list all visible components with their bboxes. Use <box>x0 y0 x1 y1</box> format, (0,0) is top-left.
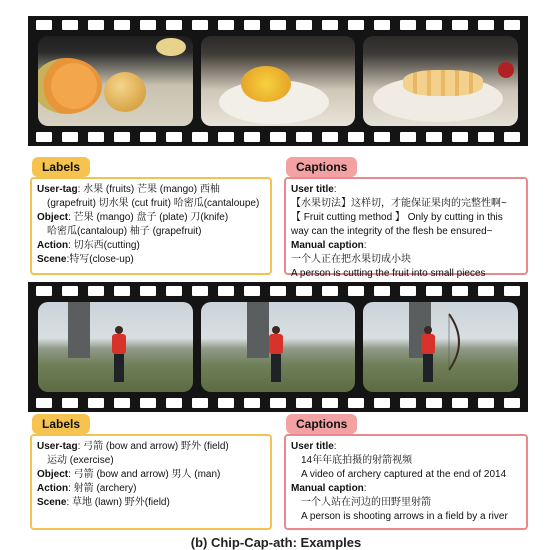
video-frame-1 <box>38 36 193 126</box>
caption-key: Manual caption <box>291 240 364 251</box>
caption-text: way can the integrity of the flesh be ensured~ <box>291 226 493 237</box>
video-frame-2 <box>201 302 356 392</box>
label-value: 哈密瓜(cantaloup) 柚子 (grapefruit) <box>47 226 202 237</box>
caption-text: 14年年底拍摄的射箭视频 <box>301 455 413 466</box>
sprocket-holes-bottom <box>36 398 520 408</box>
label-value: : 射箭 (archery) <box>68 483 137 494</box>
label-value: (grapefruit) 切水果 (cut fruit) 哈密瓜(cantaloupe) <box>47 198 260 209</box>
film-strip-archery <box>28 282 528 412</box>
bow-icon <box>441 312 471 372</box>
captions-heading: Captions <box>286 414 357 434</box>
archer-image <box>269 326 283 384</box>
label-value: : 水果 (fruits) 芒果 (mango) 西柚 <box>77 184 220 195</box>
sprocket-holes-bottom <box>36 132 520 142</box>
caption-text: A video of archery captured at the end of 2014 <box>301 469 507 480</box>
label-value: 运动 (exercise) <box>47 455 114 466</box>
label-key: Object <box>37 212 69 223</box>
label-key: Object <box>37 469 69 480</box>
label-value: : 草地 (lawn) 野外(field) <box>66 497 170 508</box>
video-frame-1 <box>38 302 193 392</box>
caption-text: 一个人站在河边的田野里射箭 <box>301 497 431 508</box>
mango-image <box>241 66 291 102</box>
figure-caption: (b) Chip-Cap-ath: Examples <box>190 535 362 550</box>
label-key: User-tag <box>37 184 78 195</box>
labels-heading: Labels <box>32 157 90 177</box>
label-value: : 弓箭 (bow and arrow) 野外 (field) <box>77 441 229 452</box>
label-value: : 芒果 (mango) 盘子 (plate) 刀(knife) <box>68 212 229 223</box>
label-key: Action <box>37 240 69 251</box>
caption-key: User title <box>291 441 334 452</box>
caption-text: 【水果切法】这样切，才能保证果肉的完整性啊~ <box>291 198 507 209</box>
sprocket-holes-top <box>36 20 520 30</box>
fruit-pieces-image <box>403 70 483 96</box>
captions-heading: Captions <box>286 157 357 177</box>
archer-image <box>421 326 435 384</box>
label-value: :特写(close-up) <box>66 254 134 265</box>
captions-box: User title: 14年年底拍摄的射箭视频 A video of archery captured at the end of 2014 Manual caption: 一个人站在河边的田野里射箭 A person is shooting arrows in a field by a river <box>284 434 528 530</box>
video-frame-3 <box>363 302 518 392</box>
caption-text: A person is cutting the fruit into small pieces <box>291 268 486 279</box>
video-frame-2 <box>201 36 356 126</box>
cantaloupe-image <box>38 58 102 114</box>
sprocket-holes-top <box>36 286 520 296</box>
label-key: Scene <box>37 254 67 265</box>
label-key: Action <box>37 483 69 494</box>
grapefruit-image <box>104 72 146 112</box>
label-key: User-tag <box>37 441 78 452</box>
caption-text: A person is shooting arrows in a field by a river <box>301 511 508 522</box>
caption-text: 一个人正在把水果切成小块 <box>291 254 411 265</box>
caption-text: 【 Fruit cutting method 】 Only by cutting in this <box>291 212 503 223</box>
labels-box <box>30 177 272 275</box>
video-frame-3 <box>363 36 518 126</box>
captions-box: User title: 【水果切法】这样切，才能保证果肉的完整性啊~ 【 Fruit cutting method 】 Only by cutting in this way can the integrity of the flesh be ensured~ Manual caption: 一个人正在把水果切成小块 A person is cutting the fruit into small pieces <box>284 177 528 275</box>
labels-heading: Labels <box>32 414 90 434</box>
label-key: Scene <box>37 497 67 508</box>
caption-key: Manual caption <box>291 483 364 494</box>
caption-key: User title <box>291 184 334 195</box>
labels-box <box>30 434 272 530</box>
label-value: : 弓箭 (bow and arrow) 男人 (man) <box>68 469 221 480</box>
label-value: : 切东西(cutting) <box>68 240 140 251</box>
archer-image <box>112 326 126 384</box>
film-strip-fruit <box>28 16 528 146</box>
